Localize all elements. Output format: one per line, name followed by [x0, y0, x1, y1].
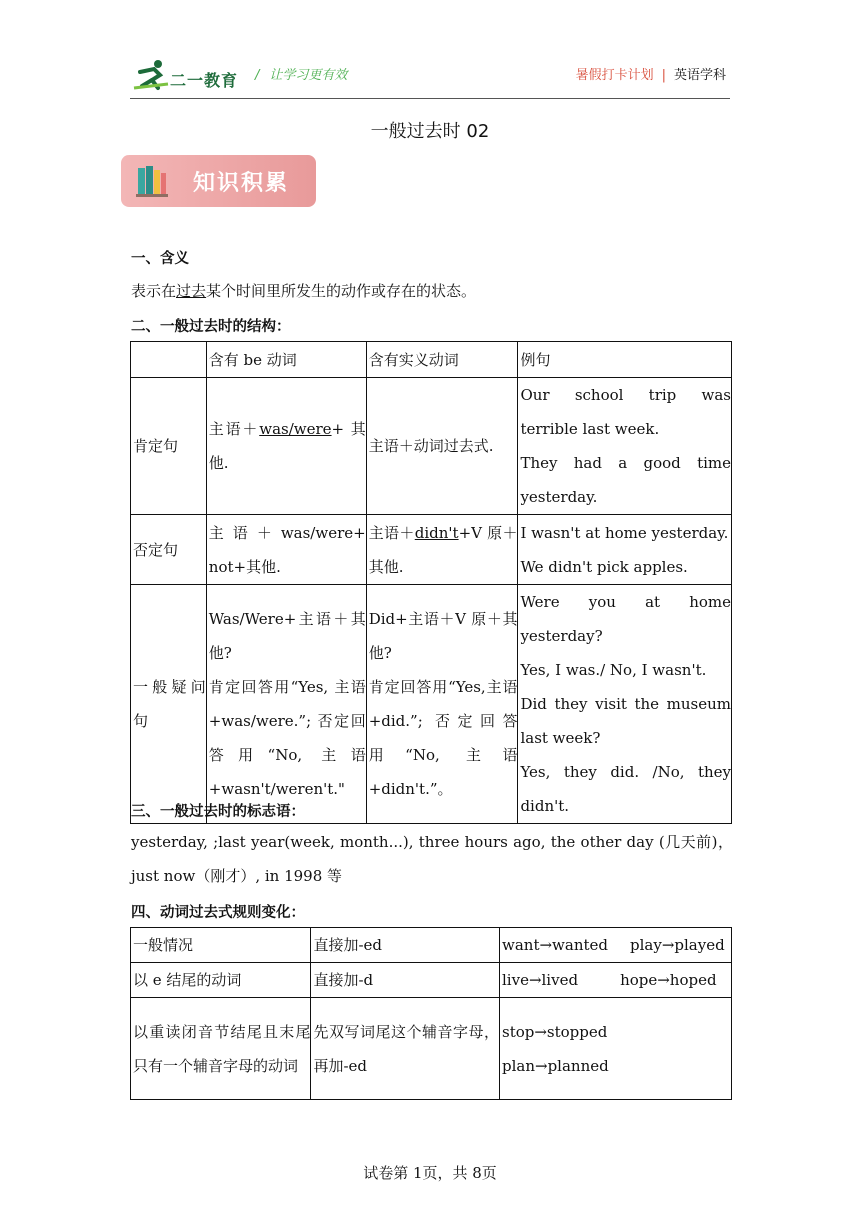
logo-text: 二一教育: [170, 71, 239, 90]
section-banner: [121, 155, 316, 207]
header-right: [576, 64, 726, 83]
table-row: [131, 928, 732, 963]
be-structure-cell: [206, 585, 366, 824]
text-part: Was/Were+主语＋其他?: [208, 610, 366, 662]
underlined-term: didn't: [414, 523, 459, 542]
text-part: +V 原＋其他.: [368, 523, 518, 576]
example-line: Yes, I was./ No, I wasn't.: [520, 661, 707, 679]
example-cell: [518, 515, 732, 585]
header-cell: 含有实义动词: [366, 342, 518, 378]
section3-heading: 三、一般过去时的标志语：: [131, 804, 305, 820]
row-label: 一般疑问句: [131, 585, 207, 824]
example-item: want→wanted: [502, 936, 608, 954]
example-line: I wasn't at home yesterday.: [520, 523, 729, 542]
header-cell: [131, 342, 207, 378]
example-item: stop→stopped: [502, 1022, 608, 1041]
rules-table: [130, 927, 732, 1100]
rule-cell: 以 e 结尾的动词: [131, 963, 311, 998]
example-item: plan→planned: [502, 1056, 609, 1075]
page-footer: 试卷第 1页，共 8页: [363, 1164, 497, 1182]
example-line: Yes, they did. /No, they didn't.: [520, 763, 731, 815]
section4-heading: 四、动词过去式规则变化：: [131, 905, 305, 921]
method-cell: 直接加-ed: [311, 928, 500, 963]
plan-label: 暑假打卡计划: [575, 68, 654, 83]
example-item: hope→hoped: [620, 971, 717, 989]
structure-table: [130, 341, 732, 824]
header-cell: 例句: [518, 342, 732, 378]
example-cell: [500, 998, 732, 1100]
slogan: / 让学习更有效: [255, 68, 348, 83]
header-cell: 含有 be 动词: [206, 342, 366, 378]
table-row: [131, 963, 732, 998]
subject-label: 英语学科: [673, 68, 726, 83]
be-structure-cell: [206, 378, 366, 515]
example-cell: [500, 963, 732, 998]
example-cell: [500, 928, 732, 963]
rule-cell: 以重读闭音节结尾且末尾只有一个辅音字母的动词: [131, 998, 311, 1100]
slogan-text: 让学习更有效: [269, 68, 348, 83]
text-part: 某个时间里所发生的动作或存在的状态。: [206, 282, 477, 300]
verb-structure-cell: [366, 585, 518, 824]
example-line: We didn't pick apples.: [520, 557, 688, 576]
text-part: 主语＋: [368, 523, 415, 542]
banner-label: 知识积累: [193, 171, 290, 196]
example-line: Did they visit the museum last week?: [520, 695, 731, 747]
example-item: play→played: [630, 936, 725, 954]
logo: [132, 58, 242, 92]
row-label: 肯定句: [131, 378, 207, 515]
be-structure-cell: 主语＋was/were+ not+其他.: [206, 515, 366, 585]
table-row: [131, 378, 732, 515]
row-label: 否定句: [131, 515, 207, 585]
verb-structure-cell: 主语＋动词过去式.: [366, 378, 518, 515]
method-cell: 先双写词尾这个辅音字母，再加-ed: [311, 998, 500, 1100]
text-part: Did+主语＋V 原＋其他?: [368, 610, 518, 662]
example-line: Our school trip was terrible last week.: [520, 386, 731, 438]
table-header-row: [131, 342, 732, 378]
underlined-term: 过去: [176, 282, 207, 300]
example-line: Were you at home yesterday?: [520, 593, 731, 645]
rule-cell: 一般情况: [131, 928, 311, 963]
table-row: [131, 998, 732, 1100]
text-part: 主语＋: [208, 420, 260, 438]
example-item: live→lived: [502, 971, 579, 989]
text-part: 肯定回答用“Yes, 主语 +was/were.”; 否定回答用“No, 主语 +wasn't/weren't.": [208, 678, 366, 798]
section1-heading: 一、含义: [131, 251, 189, 267]
example-cell: [518, 585, 732, 824]
page-header: [130, 52, 730, 99]
document-title: 一般过去时 02: [370, 121, 490, 142]
table-row: [131, 585, 732, 824]
text-part: 表示在: [131, 282, 177, 300]
method-cell: 直接加-d: [311, 963, 500, 998]
section2-heading: 二、一般过去时的结构：: [131, 319, 291, 335]
runner-logo-icon: [132, 58, 172, 92]
table-row: [131, 515, 732, 585]
separator: |: [661, 68, 666, 83]
section1-text: [131, 274, 731, 308]
book-shelf-icon: [135, 164, 169, 198]
example-line: They had a good time yesterday.: [520, 454, 731, 506]
example-cell: [518, 378, 732, 515]
underlined-term: was/were: [259, 420, 332, 438]
text-part: + 其他.: [208, 420, 366, 472]
section3-text: yesterday, ;last year(week, month...), three hours ago, the other day (几天前)， just now（刚才）, in 1998 等: [131, 833, 733, 885]
verb-structure-cell: [366, 515, 518, 585]
text-part: 肯定回答用“Yes,主语 +did.”; 否定回答用“No, 主语 +didn't.”。: [368, 678, 518, 798]
